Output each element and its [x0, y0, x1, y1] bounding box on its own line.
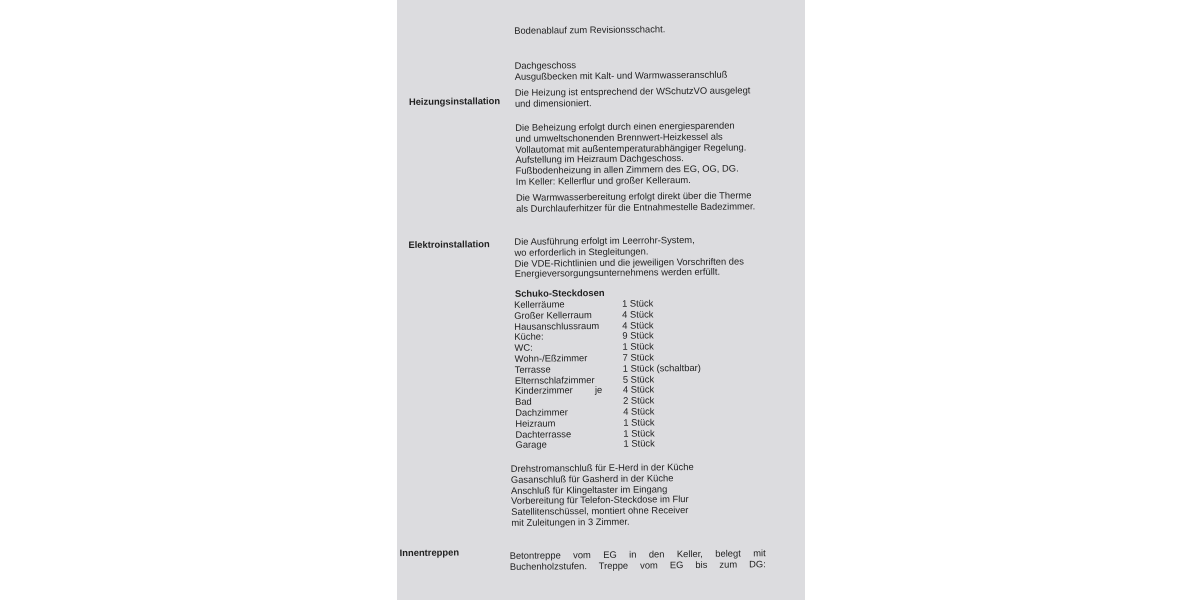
attic-basin: Ausgußbecken mit Kalt- und Warmwasseranschluß [514, 68, 728, 82]
socket-count: 1 Stück [623, 437, 655, 450]
text-line: Satellitenschüssel, montiert ohne Receiver [511, 504, 689, 518]
socket-count: 2 Stück [622, 394, 655, 406]
socket-count: 1 Stück [623, 416, 655, 428]
text-line: Die Beheizung erfolgt durch einen energiesparenden [515, 119, 735, 133]
text-line: wo erforderlich in Stegleitungen. [514, 245, 649, 258]
text-line: Betontreppe vom EG in den Keller, belegt mit [509, 547, 766, 561]
text-line: mit Zuleitungen in 3 Zimmer. [511, 515, 630, 528]
socket-room: Hausanschlussraum [514, 319, 600, 332]
socket-room: Terrasse [514, 363, 551, 375]
text-line: Gasanschluß für Gasherd in der Küche [510, 472, 674, 485]
document-page [397, 0, 805, 600]
text-line: Drehstromanschluß für E-Herd in der Küche [510, 460, 694, 474]
attic-title: Dachgeschoss [514, 59, 577, 71]
socket-room: Bad [515, 395, 532, 408]
sockets-title: Schuko-Steckdosen [514, 286, 605, 299]
document-content [397, 0, 805, 600]
text-line: Energieversorgungsunternehmens werden erfüllt. [514, 266, 721, 280]
socket-count: 4 Stück [622, 308, 654, 320]
socket-room: Kellerräume [513, 298, 565, 310]
text-line: Anschluß für Klingeltaster im Eingang [510, 482, 668, 496]
electrical-paragraph-1 [514, 234, 744, 280]
socket-count: 4 Stück [623, 405, 655, 417]
text-line: als Durchlauferhitzer für die Entnahmestelle Badezimmer. [515, 200, 756, 214]
socket-count: 1 Stück [621, 297, 654, 309]
text-line: Vorbereitung für Telefon-Steckdose im Flur [511, 493, 689, 507]
text-line: Die Heizung ist entsprechend der WSchutzVO ausgelegt [514, 84, 751, 98]
socket-count: 5 Stück [622, 372, 655, 385]
socket-room: Küche: [514, 330, 544, 343]
socket-count: 1 Stück [623, 426, 655, 439]
heating-paragraph-2 [515, 120, 747, 187]
socket-count: 1 Stück [622, 340, 654, 352]
socket-count: 7 Stück [622, 351, 654, 363]
text-line: Im Keller: Kellerflur und großer Kelleraum. [515, 173, 691, 187]
heating-heading: Heizungsinstallation [408, 95, 501, 107]
text-line: und umweltschonenden Brennwert-Heizkessel als [515, 130, 723, 144]
heating-paragraph-3 [516, 190, 755, 214]
socket-room: Dachzimmer [515, 406, 568, 418]
drain-line: Bodenablauf zum Revisionsschacht. [514, 23, 666, 36]
socket-count: 4 Stück [622, 319, 654, 331]
socket-room: Kinderzimmer [514, 384, 573, 397]
socket-row [515, 437, 775, 451]
stairs-paragraph [510, 548, 766, 572]
electrical-extras [511, 462, 695, 529]
socket-room: Garage [515, 438, 547, 451]
socket-room: Wohn-/Eßzimmer [514, 352, 588, 364]
socket-room: Großer Kellerraum [514, 308, 592, 321]
socket-room: Elternschlafzimmer [514, 373, 595, 386]
socket-count: 1 Stück (schaltbar) [622, 361, 701, 374]
text-line: Buchenholzstufen. Treppe vom EG bis zum DG: [509, 558, 766, 572]
socket-je: je [594, 384, 603, 396]
text-line: Fußbodenheizung in allen Zimmern des EG, OG, DG. [515, 162, 739, 177]
stairs-heading: Innentreppen [399, 546, 460, 559]
text-line: Die VDE-Richtlinien und die jeweiligen Vorschriften des [514, 255, 744, 269]
socket-count: 4 Stück [622, 383, 655, 396]
text-line: Aufstellung im Heizraum Dachgeschoss. [515, 152, 684, 166]
socket-room: Heizraum [515, 417, 556, 429]
socket-room: Dachterrasse [515, 427, 572, 440]
attic-block [514, 59, 727, 83]
socket-room: WC: [514, 341, 533, 354]
sockets-table [514, 297, 776, 451]
heating-paragraph-1 [515, 85, 751, 109]
text-line: Vollautomat mit außentemperaturabhängiger Regelung. [515, 141, 747, 155]
text-line: Die Warmwasserbereitung erfolgt direkt über die Therme [515, 189, 752, 203]
text-line: Die Ausführung erfolgt im Leerrohr-System, [514, 233, 695, 247]
electrical-heading: Elektroinstallation [408, 238, 490, 250]
socket-count: 9 Stück [622, 329, 654, 342]
text-line: und dimensioniert. [514, 96, 592, 109]
